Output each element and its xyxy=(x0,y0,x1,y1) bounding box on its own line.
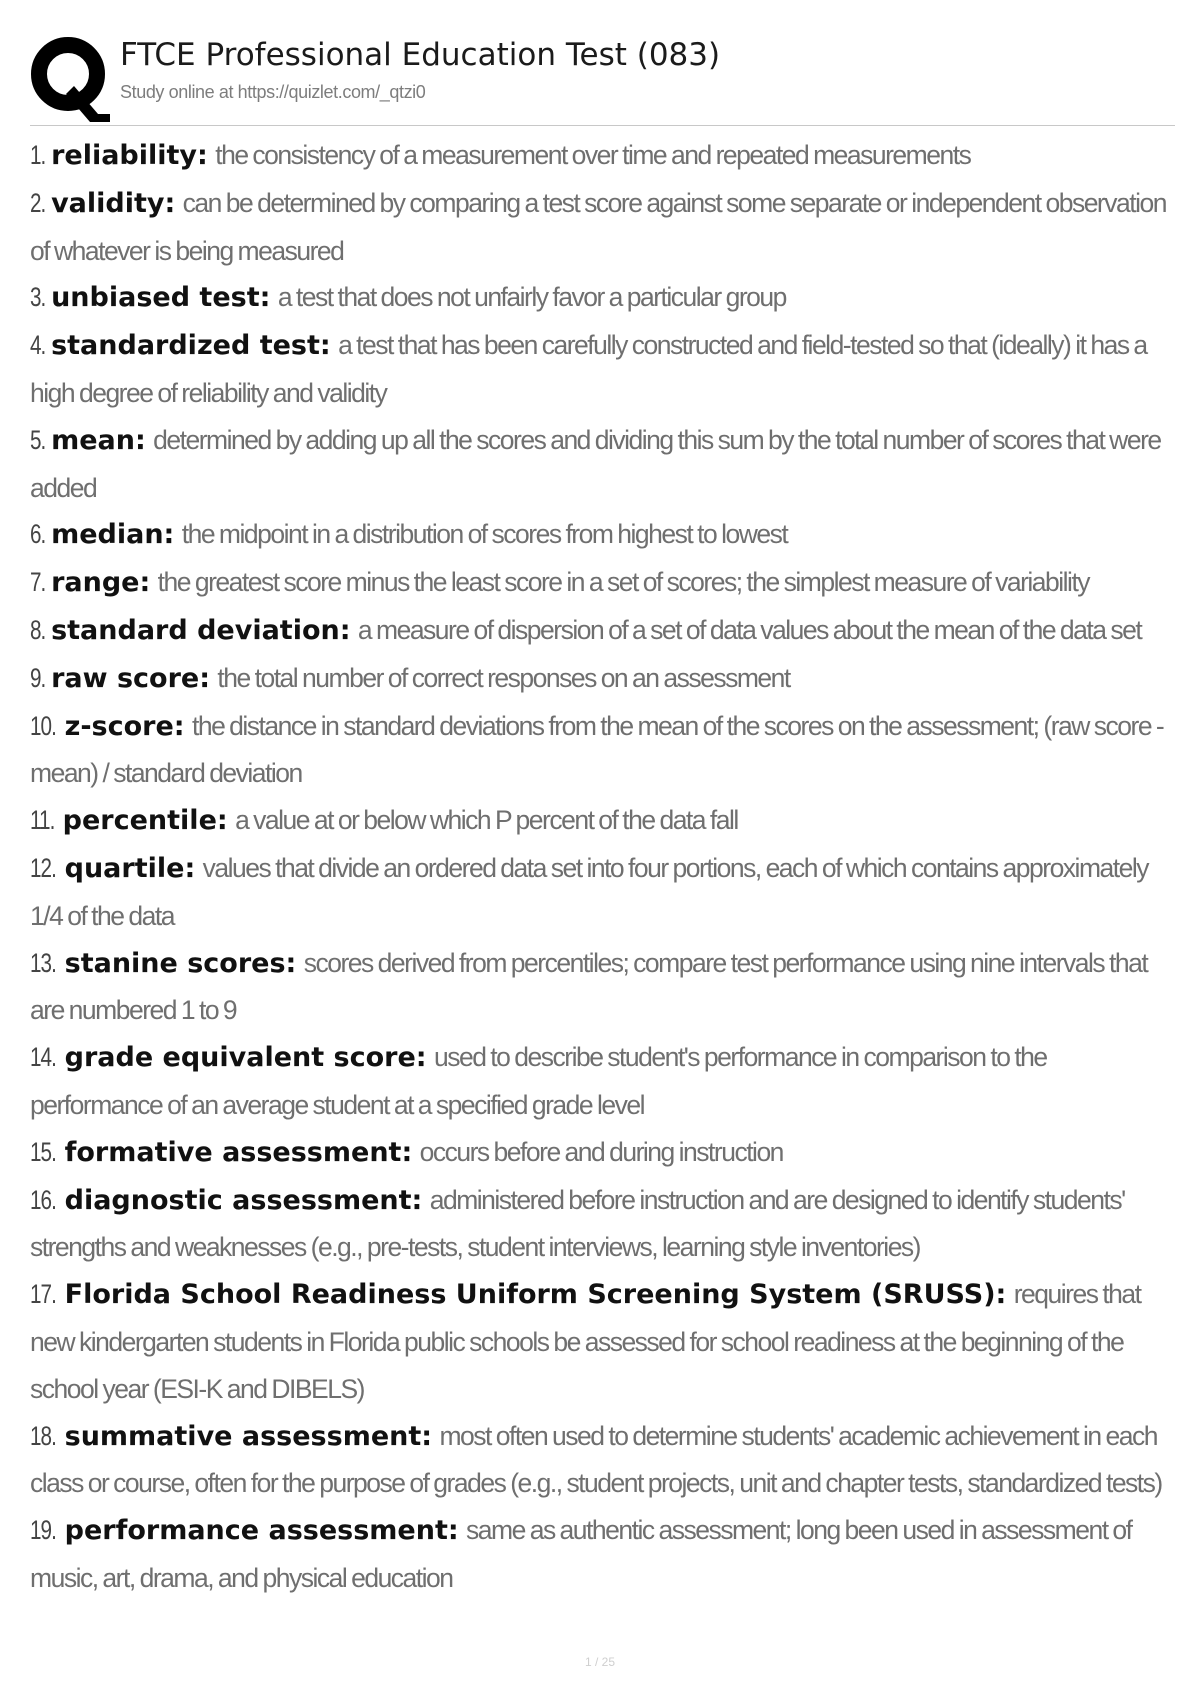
entry-number: 17. xyxy=(30,1279,56,1310)
entry-number: 7. xyxy=(30,567,46,598)
entry-term: summative assessment: xyxy=(64,1420,433,1452)
entry-term: median: xyxy=(51,519,175,551)
entry-term: z-score: xyxy=(64,710,185,742)
entry-term: formative assessment: xyxy=(64,1136,413,1168)
entry-term: mean: xyxy=(51,424,146,456)
entry-definition: a test that does not unfairly favor a particular group xyxy=(277,282,786,313)
entry-definition: same as authentic assessment; long been used in assessment of music, art, drama, and physical education xyxy=(30,1515,1132,1593)
entry-definition: can be determined by comparing a test score against some separate or independent observation of whatever is being measured xyxy=(30,187,1166,266)
entry-definition: occurs before and during instruction xyxy=(419,1136,783,1167)
quizlet-q-logo-icon xyxy=(30,34,110,122)
entry-term: standardized test: xyxy=(51,330,331,362)
entry-definition: used to describe student's performance in comparison to the performance of an average student at a specified grade level xyxy=(30,1042,1047,1120)
flashcard-term-list xyxy=(30,132,1175,1602)
entry-definition: values that divide an ordered data set into four portions, each of which contains approximately 1/4 of the data xyxy=(30,852,1148,931)
document-header xyxy=(30,30,1175,122)
term-entry xyxy=(30,417,1175,512)
term-entry xyxy=(30,1271,1175,1412)
entry-term: percentile: xyxy=(62,805,228,837)
entry-number: 11. xyxy=(30,805,55,836)
document-title: FTCE Professional Education Test (083) xyxy=(120,37,721,73)
entry-number: 4. xyxy=(30,330,46,361)
entry-number: 1. xyxy=(30,140,46,170)
entry-definition: the midpoint in a distribution of scores from highest to lowest xyxy=(181,519,788,550)
entry-term: range: xyxy=(51,567,151,599)
term-entry xyxy=(30,511,1175,559)
entry-term: Florida School Readiness Uniform Screening System (SRUSS): xyxy=(64,1279,1007,1311)
entry-number: 16. xyxy=(30,1184,56,1215)
study-online-link-text: Study online at https://quizlet.com/_qtzi0 xyxy=(120,82,426,102)
term-entry xyxy=(30,1129,1175,1177)
entry-number: 12. xyxy=(30,852,56,883)
term-entry xyxy=(30,607,1175,655)
entry-number: 18. xyxy=(30,1420,56,1451)
entry-number: 13. xyxy=(30,947,56,978)
entry-definition: determined by adding up all the scores and dividing this sum by the total number of scores that were added xyxy=(30,424,1161,503)
entry-definition: administered before instruction and are designed to identify students' strengths and weaknesses (e.g., pre-tests, student interviews, learning style inventories) xyxy=(30,1184,1125,1263)
term-entry xyxy=(30,655,1175,703)
page-number: 1 / 25 xyxy=(584,1655,616,1669)
document-page xyxy=(30,30,1175,1602)
term-entry xyxy=(30,1034,1175,1129)
header-divider xyxy=(30,125,1175,126)
term-entry xyxy=(30,797,1175,845)
term-entry xyxy=(30,559,1175,607)
entry-number: 15. xyxy=(30,1136,56,1167)
entry-term: reliability: xyxy=(51,140,208,171)
entry-term: validity: xyxy=(51,187,176,219)
entry-number: 9. xyxy=(30,662,46,693)
entry-definition: a measure of dispersion of a set of data values about the mean of the data set xyxy=(357,614,1142,645)
entry-number: 6. xyxy=(30,519,46,550)
entry-definition: the total number of correct responses on an assessment xyxy=(217,662,790,693)
entry-term: diagnostic assessment: xyxy=(64,1184,423,1216)
entry-definition: the greatest score minus the least score in a set of scores; the simplest measure of variability xyxy=(157,567,1090,598)
entry-number: 10. xyxy=(30,710,56,741)
entry-definition: the consistency of a measurement over time and repeated measurements xyxy=(215,140,971,170)
term-entry xyxy=(30,274,1175,322)
term-entry xyxy=(30,180,1175,275)
entry-term: stanine scores: xyxy=(64,947,297,979)
entry-term: unbiased test: xyxy=(51,282,271,314)
title-block xyxy=(120,30,720,103)
term-entry xyxy=(30,1177,1175,1272)
entry-definition: scores derived from percentiles; compare test performance using nine intervals that are numbered 1 to 9 xyxy=(30,947,1148,1026)
term-entry xyxy=(30,845,1175,940)
entry-term: standard deviation: xyxy=(51,614,351,646)
entry-definition: most often used to determine students' academic achievement in each class or course, often for the purpose of grades (e.g., student projects, unit and chapter tests, standardized tests) xyxy=(30,1420,1162,1499)
entry-term: raw score: xyxy=(51,662,211,694)
entry-number: 14. xyxy=(30,1042,56,1073)
term-entry xyxy=(30,132,1175,180)
entry-term: quartile: xyxy=(64,852,196,884)
entry-number: 5. xyxy=(30,424,46,455)
term-entry xyxy=(30,1507,1175,1602)
entry-number: 2. xyxy=(30,187,46,218)
term-entry xyxy=(30,940,1175,1035)
entry-number: 8. xyxy=(30,614,46,645)
entry-number: 3. xyxy=(30,282,46,313)
entry-definition: a test that has been carefully constructed and field-tested so that (ideally) it has a high degree of reliability and validity xyxy=(30,330,1147,408)
entry-definition: requires that new kindergarten students in Florida public schools be assessed for school readiness at the beginning of the school year (ESI-K and DIBELS) xyxy=(30,1279,1141,1404)
entry-definition: a value at or below which P percent of the data fall xyxy=(235,805,738,836)
term-entry xyxy=(30,322,1175,417)
entry-number: 19. xyxy=(30,1515,56,1546)
term-entry xyxy=(30,703,1175,798)
entry-term: grade equivalent score: xyxy=(64,1042,427,1074)
entry-definition: the distance in standard deviations from the mean of the scores on the assessment; (raw score - mean) / standard deviation xyxy=(30,710,1164,789)
entry-term: performance assessment: xyxy=(64,1515,459,1547)
term-entry xyxy=(30,1413,1175,1508)
